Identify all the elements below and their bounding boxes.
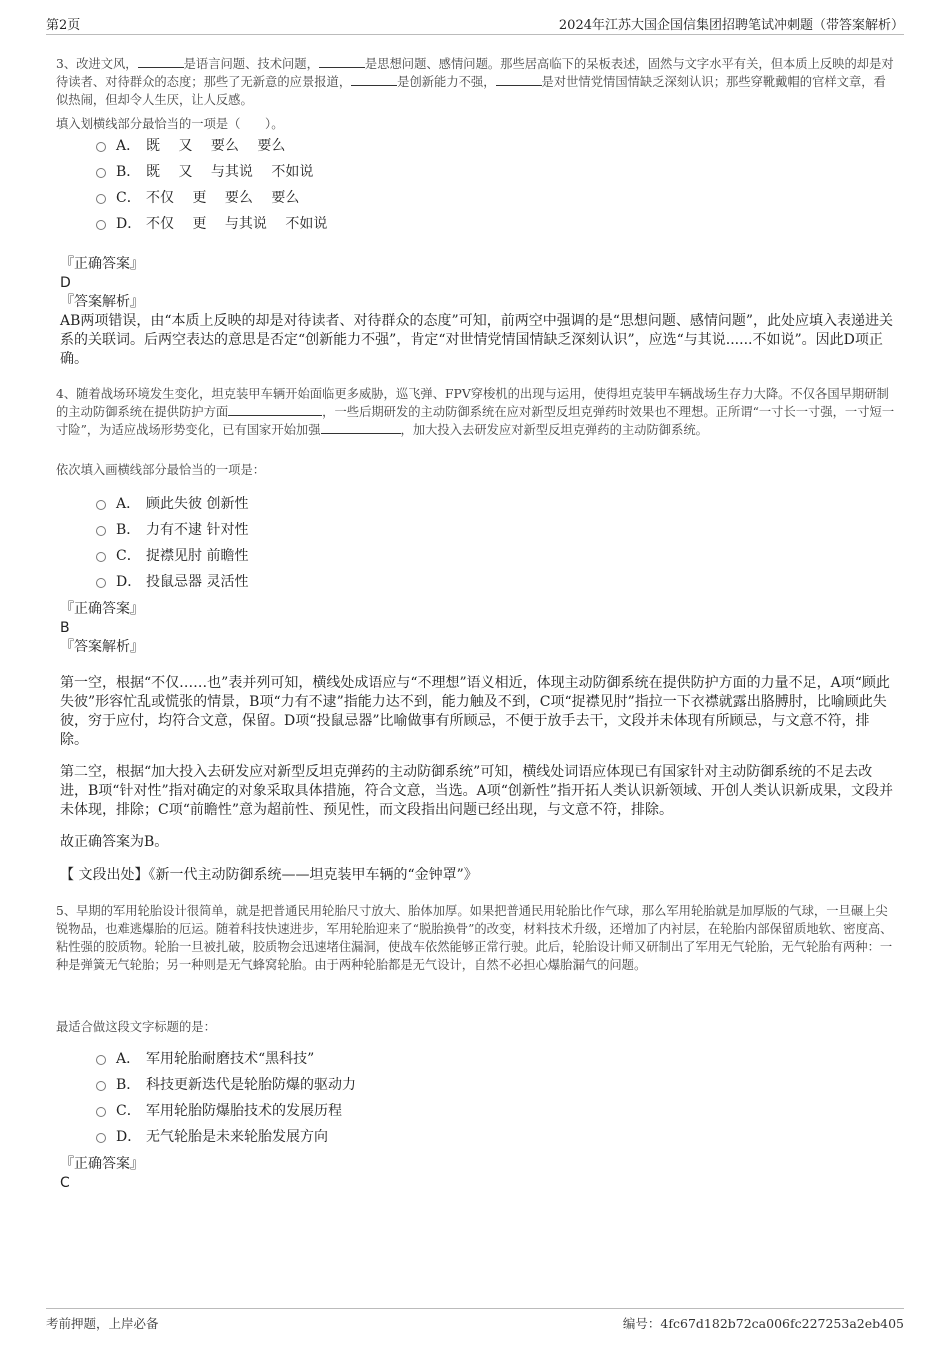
option-d[interactable]: D． 不仅 更 与其说 不如说 — [96, 210, 327, 236]
analysis-text: AB两项错误，由“本质上反映的却是对待读者、对待群众的态度”可知，前两空中强调的是“思想问题、感情问题”，此处应填入表递进关系的关联词。后两空表达的意思是否定“创新能力不强”，肯定“对世情党情国情缺乏深刻认识”，应选“与其说......不如说”。因此D项正确。 — [60, 313, 894, 367]
document-code: 编号：4fc67d182b72ca006fc227253a2eb405 — [622, 1316, 904, 1331]
radio-icon[interactable] — [96, 142, 106, 152]
question-5-answer — [60, 1155, 896, 1193]
question-3-answer — [60, 255, 896, 369]
question-4-source — [60, 866, 896, 885]
radio-icon[interactable] — [96, 194, 106, 204]
radio-icon[interactable] — [96, 578, 106, 588]
page-number: 第2页 — [46, 18, 81, 33]
answer-label: 『正确答案』 — [60, 256, 144, 272]
question-4-options — [96, 490, 248, 594]
radio-icon[interactable] — [96, 552, 106, 562]
source-text: 【 文段出处】《新一代主动防御系统——坦克装甲车辆的“金钟罩”》 — [60, 867, 478, 883]
question-5-prompt: 最适合做这段文字标题的是： — [56, 1020, 216, 1034]
option-d[interactable]: D． 投鼠忌器 灵活性 — [96, 568, 248, 594]
option-d[interactable]: D． 无气轮胎是未来轮胎发展方向 — [96, 1123, 356, 1149]
question-5-stem: 5、早期的军用轮胎设计很简单，就是把普通民用轮胎尺寸放大、胎体加厚。如果把普通民用轮胎比作气球，那么军用轮胎就是加厚版的气球，一旦碾上尖锐物品，也难逃爆胎的厄运。随着科技快速进步，军用轮胎迎来了“脱胎换骨”的改变，材料技术升级，还增加了内衬层，在轮胎内部保留质地软、密度高、粘性强的胶质物。轮胎一旦被扎破，胶质物会迅速堵住漏洞，使战车依然能够正常行驶。此后，轮胎设计师又研制出了军用无气轮胎，无气轮胎有两种：一种是弹簧无气轮胎；另一种则是无气蜂窝轮胎。由于两种轮胎都是无气设计，自然不必担心爆胎漏气的问题。 — [56, 904, 893, 972]
radio-icon[interactable] — [96, 1107, 106, 1117]
option-a[interactable]: A． 军用轮胎耐磨技术“黑科技” — [96, 1045, 356, 1071]
radio-icon[interactable] — [96, 1055, 106, 1065]
answer-value: B — [60, 620, 70, 636]
answer-value: D — [60, 275, 71, 291]
blank-line — [351, 73, 397, 86]
question-4-prompt: 依次填入画横线部分最恰当的一项是： — [56, 463, 266, 477]
analysis-label: 『答案解析』 — [60, 639, 144, 655]
footer-slogan: 考前押题，上岸必备 — [46, 1316, 159, 1331]
option-c[interactable]: C． 捉襟见肘 前瞻性 — [96, 542, 248, 568]
blank-line — [228, 403, 322, 416]
analysis-text: 第二空，根据“加大投入去研发应对新型反坦克弹药的主动防御系统”可知，横线处词语应体现已有国家针对主动防御系统的不足去改进，B项“针对性”指对确定的对象采取具体措施，符合文意，当选。A项“创新性”指开拓人类认识新领域、开创人类认识新成果，文段并未体现，排除；C项“前瞻性”意为超前性、预见性，而文段指出问题已经出现，与文意不符，排除。 — [60, 764, 894, 818]
question-4-stem: 4、随着战场环境发生变化，坦克装甲车辆开始面临更多威胁，巡飞弹、FPV穿梭机的出现与运用，使得坦克装甲车辆战场生存力大降。不仅各国早期研制的主动防御系统在提供防护方面 ，一些后期研发的主动防御系统在应对新型反坦克弹药时效果也不理想。正所谓“一寸长一寸强，一寸短一寸险”，为适应战场形势变化，已有国家开始加强 ，加大投入去研发应对新型反坦克弹药的主动防御系统。 — [56, 387, 895, 437]
page-footer — [46, 1308, 904, 1333]
blank-line — [138, 55, 184, 68]
answer-label: 『正确答案』 — [60, 601, 144, 617]
question-4-analysis-1 — [60, 674, 896, 750]
radio-icon[interactable] — [96, 168, 106, 178]
radio-icon[interactable] — [96, 526, 106, 536]
radio-icon[interactable] — [96, 1133, 106, 1143]
question-5-options — [96, 1045, 356, 1149]
analysis-label: 『答案解析』 — [60, 294, 144, 310]
page-header — [46, 12, 904, 35]
option-b[interactable]: B． 既 又 与其说 不如说 — [96, 158, 327, 184]
answer-value: C — [60, 1175, 70, 1191]
document-title: 2024年江苏大国企国信集团招聘笔试冲刺题（带答案解析） — [558, 18, 904, 33]
option-c[interactable]: C． 军用轮胎防爆胎技术的发展历程 — [96, 1097, 356, 1123]
question-3-options — [96, 132, 327, 236]
radio-icon[interactable] — [96, 1081, 106, 1091]
blank-line — [496, 73, 542, 86]
question-3-prompt: 填入划横线部分最恰当的一项是（ ）。 — [56, 117, 284, 131]
option-b[interactable]: B． 力有不逮 针对性 — [96, 516, 248, 542]
radio-icon[interactable] — [96, 220, 106, 230]
question-4-analysis-2 — [60, 763, 896, 820]
blank-line — [319, 55, 365, 68]
option-a[interactable]: A． 顾此失彼 创新性 — [96, 490, 248, 516]
conclusion-text: 故正确答案为B。 — [60, 834, 169, 850]
question-4-conclusion — [60, 833, 896, 852]
question-3-stem: 3、改进文风， 是语言问题、技术问题， 是思想问题、感情问题。那些居高临下的呆板表述，固然与文字水平有关，但本质上反映的却是对待读者、对待群众的态度；那些了无新意的应景报道， 是创新能力不强， 是对世情党情国情缺乏深刻认识；那些穿靴戴帽的官样文章，看似热闹，但却令人生厌，让人反感。 — [56, 57, 894, 107]
option-b[interactable]: B． 科技更新迭代是轮胎防爆的驱动力 — [96, 1071, 356, 1097]
blank-line — [321, 421, 401, 434]
analysis-text: 第一空，根据“不仅……也”表并列可知，横线处成语应与“不理想”语义相近，体现主动防御系统在提供防护方面的力量不足，A项“顾此失彼”形容忙乱或慌张的情景，B项“力有不逮”指能力达不到，能力触及不到，C项“捉襟见肘”指拉一下衣襟就露出胳膊肘，比喻顾此失彼，穷于应付，均符合文意，保留。D项“投鼠忌器”比喻做事有所顾忌，不便于放手去干，文段并未体现有所顾忌，与文意不符，排除。 — [60, 675, 890, 748]
question-4-answer — [60, 600, 896, 657]
option-c[interactable]: C． 不仅 更 要么 要么 — [96, 184, 327, 210]
radio-icon[interactable] — [96, 500, 106, 510]
answer-label: 『正确答案』 — [60, 1156, 144, 1172]
option-a[interactable]: A． 既 又 要么 要么 — [96, 132, 327, 158]
